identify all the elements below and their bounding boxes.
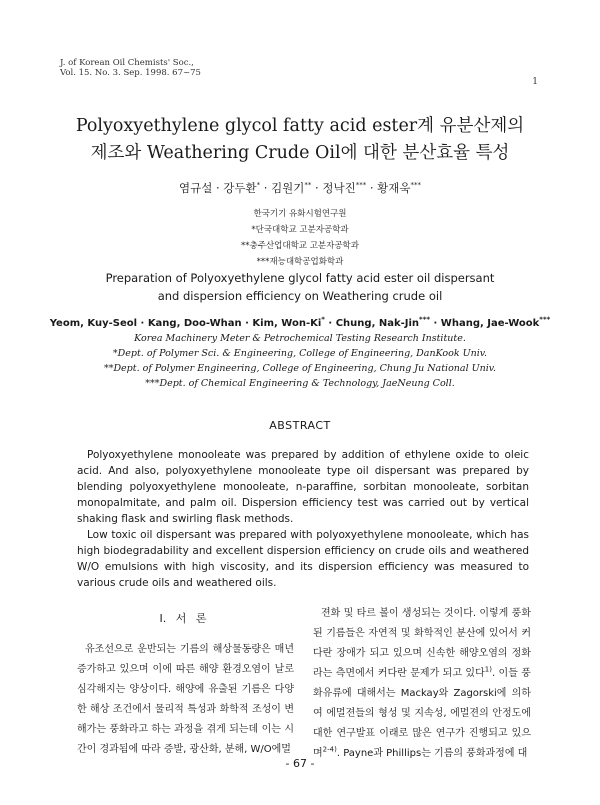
affiliation-english: ***Dept. of Chemical Engineering & Technology, JaeNeung Coll.	[145, 378, 455, 389]
body-text: . Payne과 Phillips는 기름의 풍화과정에 대	[336, 748, 528, 759]
affiliation-korean: *단국대학교 고분자공학과	[251, 225, 349, 235]
journal-citation	[60, 58, 201, 78]
author-name: Kim, Won-Ki	[252, 318, 322, 329]
page-number-footer: - 67 -	[285, 757, 315, 770]
author-mark: ***	[410, 181, 421, 190]
journal-name: J. of Korean Oil Chemists' Soc.,	[60, 58, 194, 68]
title-korean-line1: Polyoxyethylene glycol fatty acid ester계 유분산제의	[75, 116, 525, 136]
reference-mark: 2-4)	[322, 745, 337, 754]
journal-volume: Vol. 15. No. 3. Sep. 1998. 67~75	[60, 68, 201, 78]
author-mark: *	[321, 315, 325, 324]
authors-english	[0, 315, 600, 329]
body-column-right	[313, 604, 531, 764]
separator: ·	[430, 318, 441, 329]
affiliation-korean: 한국기기 유화시험연구원	[253, 209, 347, 219]
author-name: 김원기	[271, 181, 305, 195]
author-name: 정낙진	[322, 181, 356, 195]
affiliation-english: **Dept. of Polymer Engineering, College of Engineering, Chung Ju National Univ.	[103, 363, 497, 374]
author-name: Whang, Jae-Wook	[440, 318, 540, 329]
separator: ·	[311, 181, 323, 195]
author-mark: ***	[355, 181, 367, 190]
author-name: 강두환	[223, 181, 257, 195]
affiliation-korean: **충주산업대학교 고분자공학과	[241, 241, 359, 251]
author-name: 황재욱	[377, 181, 411, 195]
title-korean-line2: 제조와 Weathering Crude Oil에 대한 분산효율 특성	[90, 143, 510, 163]
body-text: 젼화 및 타르 볼이 생성되는 것이다. 이렇게 풍화된 기름들은 자연적 및 화학적인 분산에 있어서 커다란 장애가 되고 있으며 신속한 해양오염의 정화라는 측면에서 커다란 문제가 되고 있다	[313, 608, 531, 679]
separator: ·	[366, 181, 378, 195]
author-mark: *	[256, 181, 261, 190]
body-paragraph: 유조선으로 운반되는 기름의 해상물동량은 매년 증가하고 있으며 이에 따른 해양 환경오염이 날로 심각해지는 양상이다. 해양에 유출된 기름은 다양한 해상 조건에서 물리적 특성과 화학적 조성이 변해가는 풍화라고 하는 과정을 겪게 되는데 이는 시간이 경과됨에 따라 증발, 광산화, 분해, W/O에멀	[77, 644, 294, 755]
separator: ·	[260, 181, 272, 195]
separator: ·	[137, 318, 148, 329]
author-mark: **	[304, 181, 312, 190]
separator: ·	[212, 181, 224, 195]
body-text: . 이들 풍화유류에 대해서는 Mackay와 Zagorski에 의하여 에멀젼들의 형성 및 지속성, 에멀젼의 안정도에 대한 연구발표 이래로 많은 연구가 진행되고 있으며	[313, 668, 531, 759]
author-name: Chung, Nak-Jin	[335, 318, 420, 329]
page-number-top: 1	[532, 77, 538, 87]
title-english-line1: Preparation of Polyoxyethylene glycol fatty acid ester oil dispersant	[105, 271, 495, 285]
title-english-line2: and dispersion efficiency on Weathering crude oil	[157, 289, 443, 303]
body-column-left	[77, 640, 294, 760]
abstract-heading: ABSTRACT	[269, 419, 331, 432]
author-name: Kang, Doo-Whan	[147, 318, 242, 329]
author-name: 염규설	[178, 181, 213, 195]
abstract-paragraph: Polyoxyethylene monooleate was prepared by addition of ethylene oxide to oleic acid. And also, polyoxyethylene monooleate type oil dispersant was prepared by blending polyoxyethylene monooleate, n-paraffine, sorbitan monooleate, sorbitan monopalmitate, and palm oil. Dispersion efficiency test was carried out by vertical shaking flask and swirling flask methods.	[77, 449, 529, 525]
separator: ·	[241, 318, 253, 329]
reference-mark: 1)	[484, 665, 492, 674]
abstract-paragraph: Low toxic oil dispersant was prepared with polyoxyethylene monooleate, which has high biodegradability and excellent dispersion efficiency on crude oils and weathered W/O emulsions with high viscosity, and its dispersion efficiency was measured to various crude oils and weathered oils.	[77, 529, 529, 589]
section-heading: I. 서 론	[159, 612, 207, 625]
author-mark: ***	[419, 315, 431, 324]
separator: ·	[324, 318, 336, 329]
abstract-body	[77, 447, 529, 591]
affiliation-korean: ***재능대학공업화학과	[256, 257, 344, 267]
authors-korean	[0, 180, 600, 196]
author-mark: ***	[539, 315, 551, 324]
affiliation-english: *Dept. of Polymer Sci. & Engineering, College of Engineering, DanKook Univ.	[112, 348, 488, 359]
body-paragraph	[313, 604, 531, 764]
author-name: Yeom, Kuy-Seol	[49, 318, 138, 329]
affiliation-english: Korea Machinery Meter & Petrochemical Testing Research Institute.	[134, 333, 466, 344]
